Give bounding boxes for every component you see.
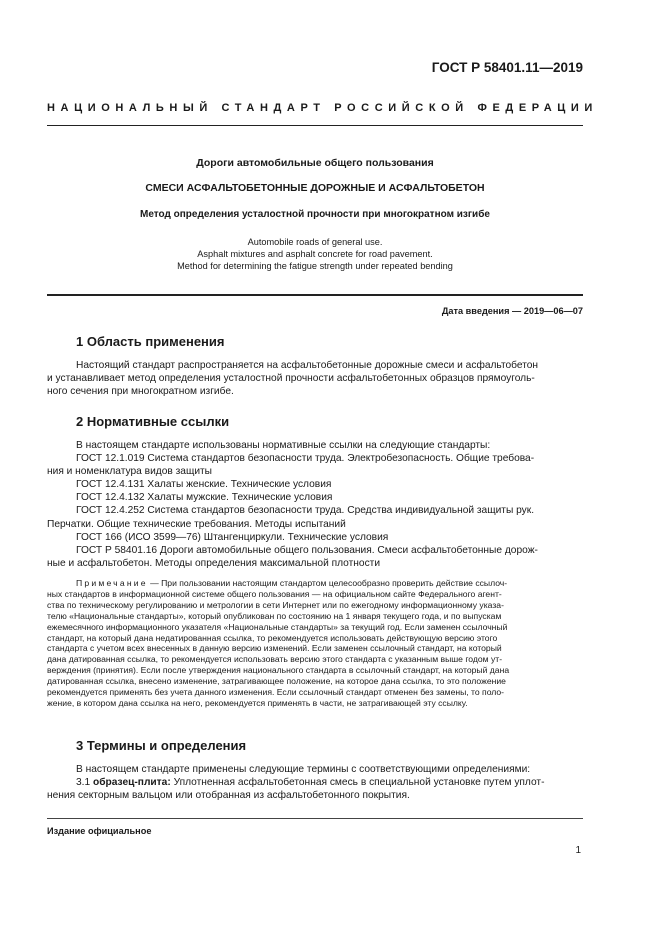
section-3-body: [47, 763, 583, 802]
term-name: образец-плита:: [93, 777, 171, 789]
reference-line: ГОСТ 12.1.019 Система стандартов безопасности труда. Электробезопасность. Общие требова-: [76, 453, 535, 465]
gost-number: ГОСТ Р 58401.11—2019: [431, 60, 583, 75]
note-block: [47, 578, 583, 709]
note-line: жение, в котором дана ссылка на него, рекомендуется применять в части, не затрагивающей эту ссылку.: [47, 697, 468, 708]
edition-label: Издание официальное: [47, 826, 152, 836]
reference-line: ния и номенклатура видов защиты: [47, 466, 213, 478]
reference-line: ГОСТ 12.4.131 Халаты женские. Технические условия: [76, 479, 332, 491]
reference-line: Перчатки. Общие технические требования. Методы испытаний: [47, 518, 346, 530]
note-line: телю «Национальные стандарты», который опубликован по состоянию на 1 января текущего года, и по выпускам: [47, 610, 502, 621]
term-number: 3.1: [76, 777, 91, 789]
divider: [47, 294, 583, 296]
note-line: ежемесячного информационного указателя «Национальные стандарты» за текущий год. Если заменен ссылочный: [47, 621, 508, 632]
title-line-1: Дороги автомобильные общего пользования: [196, 157, 434, 169]
section-2-body: [47, 439, 583, 570]
section-2-heading: 2 Нормативные ссылки: [76, 414, 230, 429]
footer-divider: [47, 818, 583, 819]
page-number: 1: [575, 845, 581, 856]
english-title-2: Asphalt mixtures and asphalt concrete for road pavement.: [197, 249, 433, 259]
reference-line: ГОСТ 12.4.252 Система стандартов безопасности труда. Средства индивидуальной защиты рук.: [76, 505, 535, 517]
note-label: Примечание: [76, 578, 148, 588]
note-line: стандарта с учетом всех внесенных в данную версию изменений. Если заменен ссылочный стандарт, на который: [47, 643, 502, 654]
paragraph-line: и устанавливает метод определения усталостной прочности асфальтобетонных образцов прямоуголь-: [47, 373, 535, 385]
paragraph-line: ного сечения при многократном изгибе.: [47, 386, 234, 398]
section-1-body: [47, 359, 583, 398]
reference-line: ГОСТ 12.4.132 Халаты мужские. Технические условия: [76, 492, 333, 504]
note-line: датированная ссылка, внесено изменение, затрагивающее положение, на которое дана ссылка, то это положение: [47, 676, 506, 687]
section-3-heading: 3 Термины и определения: [76, 738, 247, 753]
introduction-date: Дата введения — 2019—06—07: [441, 306, 583, 316]
term-line: нения секторным вальцом или отобранная из асфальтобетонного покрытия.: [47, 790, 410, 802]
english-title-1: Automobile roads of general use.: [247, 237, 383, 247]
note-line: ства по техническому регулированию и метрологии в сети Интернет или по ежегодному информационному указа-: [47, 599, 504, 610]
paragraph-line: В настоящем стандарте использованы нормативные ссылки на следующие стандарты:: [76, 440, 491, 451]
note-line: ных стандартов в информационной системе общего пользования — на официальном сайте Федерального агент-: [47, 588, 502, 599]
note-line: дана датированная ссылка, то рекомендуется использовать версию этого стандарта с указанным выше годом ут-: [47, 654, 503, 665]
english-title-3: Method for determining the fatigue strength under repeated bending: [177, 261, 453, 271]
english-title: [47, 236, 583, 272]
note-line: стандарт, на который дана недатированная ссылка, то рекомендуется использовать действующую версию этого: [47, 632, 498, 643]
paragraph-line: Настоящий стандарт распространяется на асфальтобетонные дорожные смеси и асфальтобетон: [76, 360, 539, 371]
note-line: верждения (принятия). Если после утверждения национального стандарта в ссылочный стандарт, на который дана: [47, 665, 510, 676]
divider: [47, 125, 583, 126]
title-line-3: Метод определения усталостной прочности при многократном изгибе: [140, 209, 490, 220]
reference-line: ные и асфальтобетон. Методы определения максимальной плотности: [47, 557, 381, 569]
section-1-heading: 1 Область применения: [76, 334, 225, 349]
note-line: Примечание — При пользовании настоящим стандартом целесообразно проверить действие ссылоч-: [76, 578, 508, 588]
term-line: 3.1 образец-плита: Уплотненная асфальтобетонная смесь в специальной установке путем уплот-: [76, 777, 545, 789]
reference-line: ГОСТ 166 (ИСО 3599—76) Штангенциркули. Технические условия: [76, 531, 389, 543]
reference-line: ГОСТ Р 58401.16 Дороги автомобильные общего пользования. Смеси асфальтобетонные дорож-: [76, 544, 538, 556]
title-line-2: СМЕСИ АСФАЛЬТОБЕТОННЫЕ ДОРОЖНЫЕ И АСФАЛЬТОБЕТОН: [145, 182, 485, 194]
note-line: рекомендуется применять без учета данного изменения. Если ссылочный стандарт отменен без замены, то поло-: [47, 687, 505, 698]
paragraph-line: В настоящем стандарте применены следующие термины с соответствующими определениями:: [76, 764, 531, 775]
national-standard-banner: НАЦИОНАЛЬНЫЙ СТАНДАРТ РОССИЙСКОЙ ФЕДЕРАЦИИ: [47, 102, 598, 114]
